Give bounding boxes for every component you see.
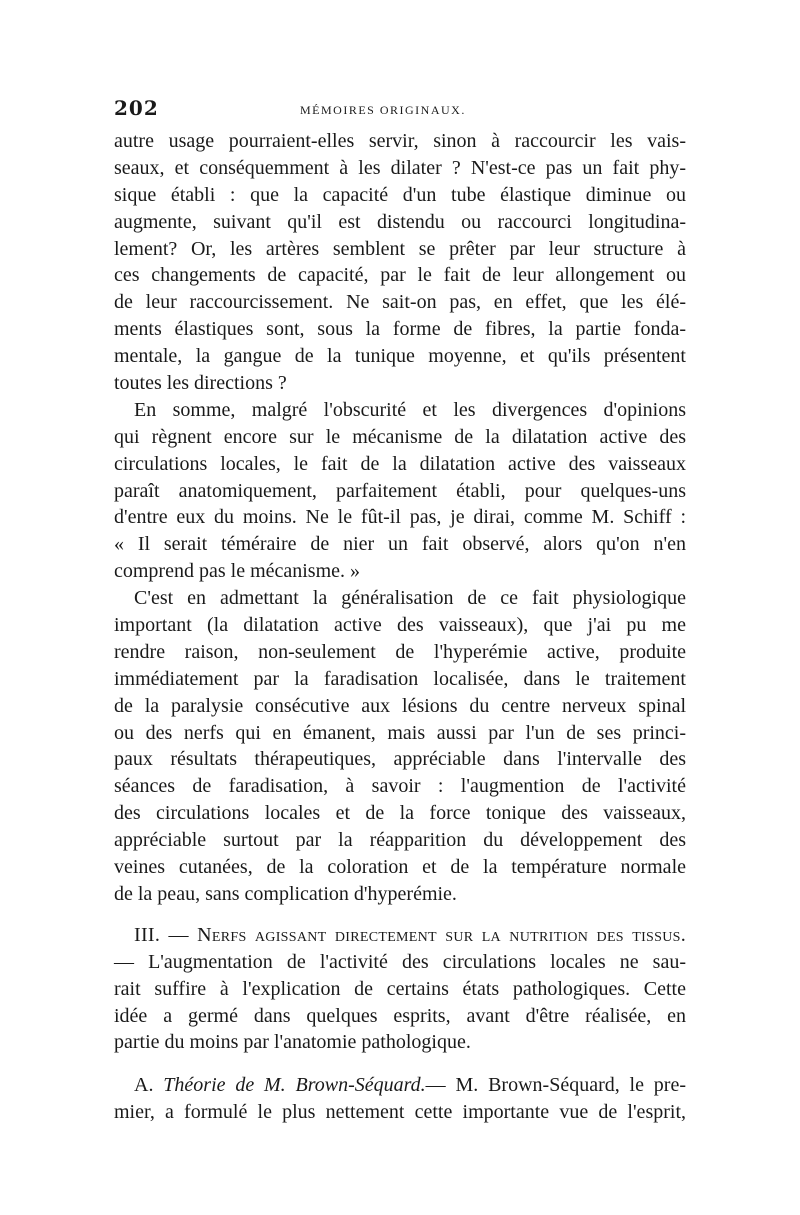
text-line: ces changements de capacité, par le fait de leur allongement ou (114, 264, 686, 287)
section-a-title: Théorie de M. Brown-Séquard. (163, 1074, 426, 1097)
spacer (114, 1056, 686, 1072)
section-a-label: A. (134, 1074, 154, 1097)
text-line: de la peau, sans complication d'hyperémie. (114, 882, 457, 905)
text-line: d'entre eux du moins. Ne le fût-il pas, je dirai, comme M. Schiff : (114, 506, 686, 529)
text-line: idée a germé dans quelques esprits, avant d'être réalisée, en (114, 1004, 686, 1027)
section-a (114, 1072, 686, 1126)
text-line: séances de faradisation, à savoir : l'augmention de l'activité (114, 775, 686, 798)
text-line: paraît anatomiquement, parfaitement établi, pour quelques-uns (114, 479, 686, 502)
text-line: « Il serait téméraire de nier un fait observé, alors qu'on n'en (114, 533, 686, 556)
body-text (114, 128, 686, 1126)
text-line: important (la dilatation active des vaisseaux), que j'ai pu me (114, 614, 686, 637)
text-line: ments élastiques sont, sous la forme de fibres, la partie fonda- (114, 318, 686, 341)
section-3 (114, 922, 686, 1056)
running-head: MÉMOIRES ORIGINAUX. (300, 103, 466, 117)
text-line: augmente, suivant qu'il est distendu ou raccourci longitudina- (114, 210, 686, 233)
text-line: En somme, malgré l'obscurité et les divergences d'opinions (134, 398, 686, 421)
text-line: ou des nerfs qui en émanent, mais aussi par l'un de ses princi- (114, 721, 686, 744)
text-line: circulations locales, le fait de la dilatation active des vaisseaux (114, 452, 686, 475)
text-line: seaux, et conséquemment à les dilater ? N'est-ce pas un fait phy- (114, 156, 686, 179)
page-header (114, 96, 684, 126)
paragraph-3 (114, 585, 686, 908)
section-a-first-line (114, 1072, 686, 1099)
text-line: mier, a formulé le plus nettement cette importante vue de l'esprit, (114, 1101, 686, 1124)
spacer (114, 908, 686, 922)
page-number: 202 (114, 96, 159, 120)
text-line: mentale, la gangue de la tunique moyenne, et qu'ils présentent (114, 345, 686, 368)
text-line: toutes les directions ? (114, 372, 287, 395)
text-line: veines cutanées, de la coloration et de la température normale (114, 856, 686, 879)
text-line: rendre raison, non-seulement de l'hyperémie active, produite (114, 640, 686, 663)
section-a-text: — M. Brown-Séquard, le pre- (425, 1074, 686, 1097)
paragraph-2 (114, 397, 686, 585)
text-line: des circulations locales et de la force tonique des vaisseaux, (114, 802, 686, 825)
text-line: immédiatement par la faradisation localisée, dans le traitement (114, 667, 686, 690)
paragraph-1 (114, 128, 686, 397)
text-line: partie du moins par l'anatomie pathologique. (114, 1031, 471, 1054)
text-line: appréciable surtout par la réapparition du développement des (114, 829, 686, 852)
text-line: rait suffire à l'explication de certains états pathologiques. Cette (114, 977, 686, 1000)
text-line: comprend pas le mécanisme. » (114, 560, 361, 583)
section-heading: III. — Nerfs agissant directement sur la nutrition des tissus. (134, 923, 686, 946)
text-line: lement? Or, les artères semblent se prêter par leur structure à (114, 237, 686, 260)
text-line: de la paralysie consécutive aux lésions du centre nerveux spinal (114, 694, 686, 717)
text-line: C'est en admettant la généralisation de ce fait physiologique (134, 587, 686, 610)
text-line: — L'augmentation de l'activité des circulations locales ne sau- (114, 950, 686, 973)
text-line: de leur raccourcissement. Ne sait-on pas, en effet, que les élé- (114, 291, 686, 314)
text-line: qui règnent encore sur le mécanisme de la dilatation active des (114, 425, 686, 448)
text-line: paux résultats thérapeutiques, appréciable dans l'intervalle des (114, 748, 686, 771)
text-line: sique établi : que la capacité d'un tube élastique diminue ou (114, 183, 686, 206)
text-line: autre usage pourraient-elles servir, sinon à raccourcir les vais- (114, 130, 686, 152)
